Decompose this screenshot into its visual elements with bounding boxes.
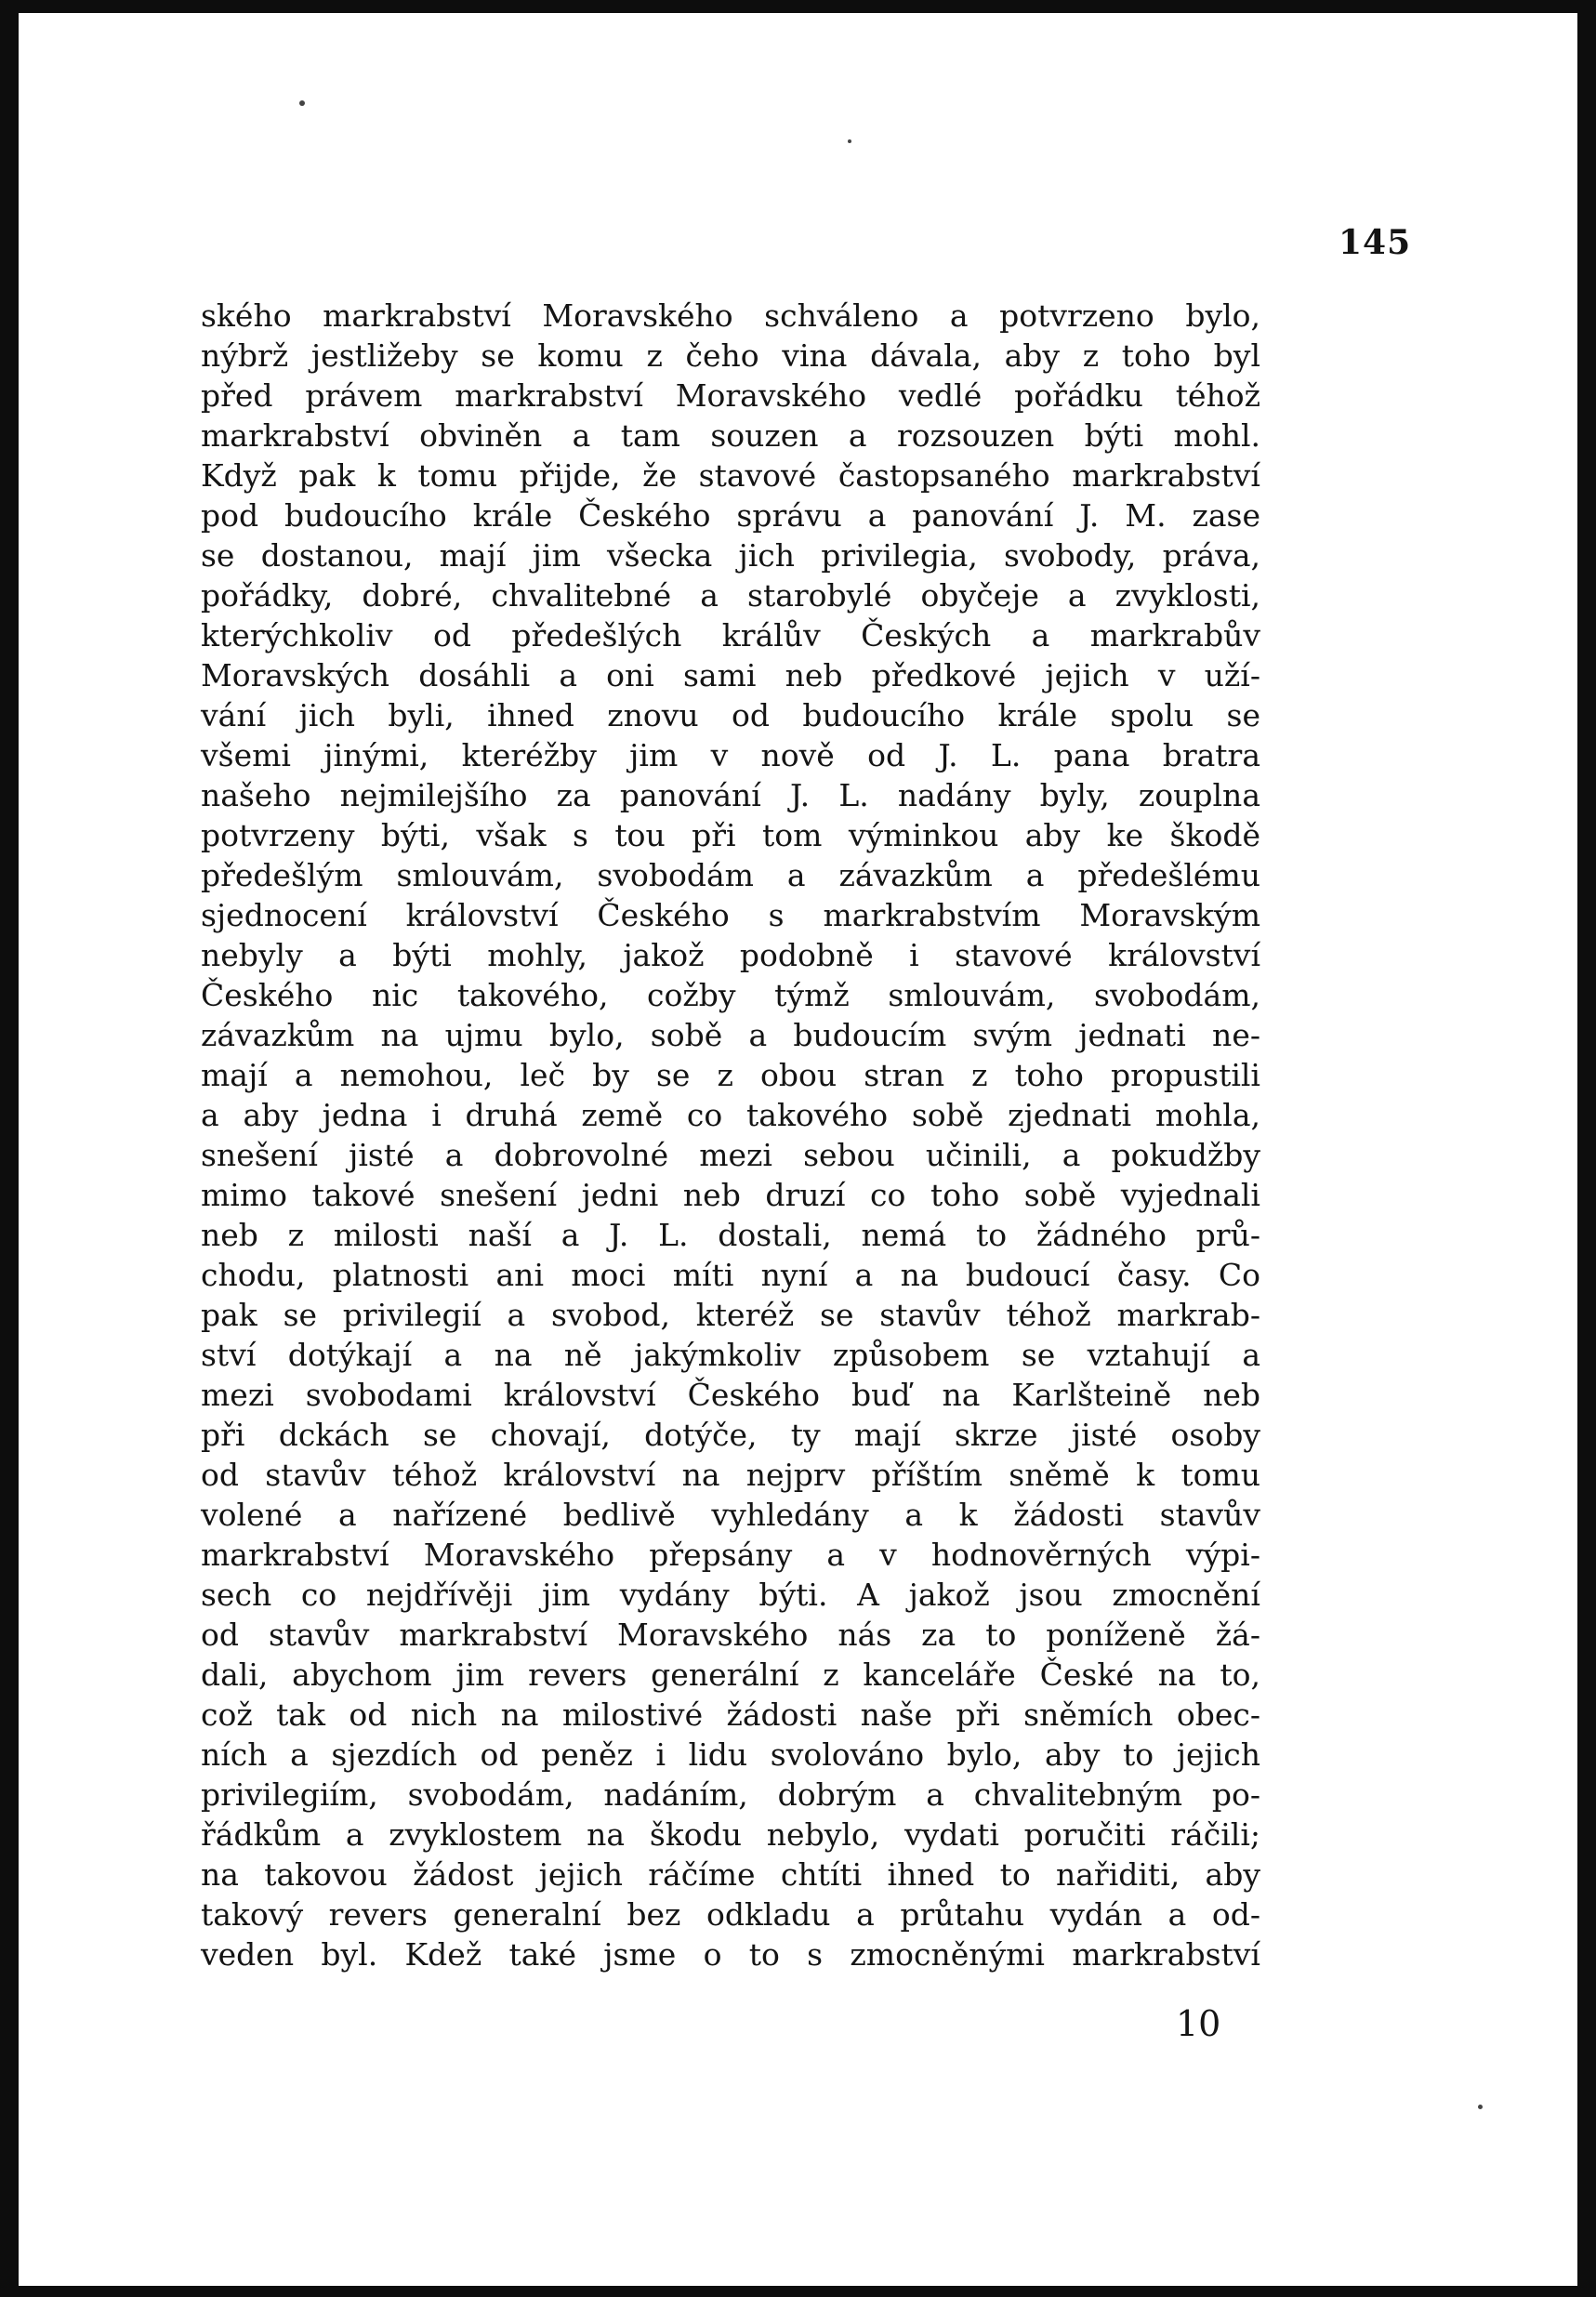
text-line: takový revers generalní bez odkladu a průtahu vydán a od-: [201, 1896, 1260, 1933]
text-line: od stavův téhož království na nejprv příštím sněmě k tomu: [201, 1457, 1260, 1493]
text-line: chodu, platnosti ani moci míti nyní a na budoucí časy. Co: [201, 1257, 1260, 1293]
scan-border-top: [0, 0, 1596, 13]
text-line: všemi jinými, kteréžby jim v nově od J. L. pana bratra: [201, 737, 1260, 773]
text-line: veden byl. Kdež také jsme o to s zmocněnými markrabství: [201, 1936, 1260, 1973]
page-number: 145: [1339, 223, 1412, 262]
text-line: snešení jisté a dobrovolné mezi sebou učinili, a pokudžby: [201, 1137, 1260, 1173]
text-line: od stavův markrabství Moravského nás za to poníženě žá-: [201, 1617, 1260, 1653]
text-line: našeho nejmilejšího za panování J. L. nadány byly, zouplna: [201, 777, 1260, 813]
text-line: se dostanou, mají jim všecka jich privilegia, svobody, práva,: [201, 537, 1260, 574]
text-line: řádkům a zvyklostem na škodu nebylo, vydati poručiti ráčili;: [201, 1816, 1260, 1853]
scan-border-right: [1577, 0, 1596, 2297]
body-text: [201, 296, 1260, 1974]
scan-border-bottom: [0, 2286, 1596, 2297]
scan-speck: [299, 100, 305, 106]
text-line: na takovou žádost jejich ráčíme chtíti ihned to nařiditi, aby: [201, 1856, 1260, 1893]
text-line: pod budoucího krále Českého správu a panování J. M. zase: [201, 497, 1260, 534]
scan-speck: [1478, 2105, 1483, 2109]
text-line: před právem markrabství Moravského vedlé pořádku téhož: [201, 377, 1260, 414]
text-line: pořádky, dobré, chvalitebné a starobylé obyčeje a zvyklosti,: [201, 577, 1260, 614]
signature-mark: 10: [1176, 2003, 1221, 2044]
text-line: pak se privilegií a svobod, kteréž se stavův téhož markrab-: [201, 1297, 1260, 1333]
text-line: předešlým smlouvám, svobodám a závazkům a předešlému: [201, 857, 1260, 893]
text-line: sech co nejdřívěji jim vydány býti. A jakož jsou zmocnění: [201, 1577, 1260, 1613]
text-line: ství dotýkají a na ně jakýmkoliv způsobem se vztahují a: [201, 1337, 1260, 1373]
text-line: vání jich byli, ihned znovu od budoucího krále spolu se: [201, 697, 1260, 733]
text-line: kterýchkoliv od předešlých králův Českých a markrabův: [201, 617, 1260, 653]
scan-speck: [848, 139, 851, 143]
text-line: markrabství obviněn a tam souzen a rozsouzen býti mohl.: [201, 417, 1260, 454]
text-line: ních a sjezdích od peněz i lidu svolováno bylo, aby to jejich: [201, 1736, 1260, 1773]
text-line: Moravských dosáhli a oni sami neb předkové jejich v uží-: [201, 657, 1260, 693]
text-line: nýbrž jestližeby se komu z čeho vina dávala, aby z toho byl: [201, 337, 1260, 374]
text-line: mimo takové snešení jedni neb druzí co toho sobě vyjednali: [201, 1177, 1260, 1213]
text-line: Českého nic takového, cožby týmž smlouvám, svobodám,: [201, 977, 1260, 1013]
text-line: nebyly a býti mohly, jakož podobně i stavové království: [201, 937, 1260, 973]
text-line: privilegiím, svobodám, nadáním, dobrým a chvalitebným po-: [201, 1776, 1260, 1813]
text-line: dali, abychom jim revers generální z kanceláře České na to,: [201, 1657, 1260, 1693]
scan-border-left: [0, 0, 19, 2297]
text-line: což tak od nich na milostivé žádosti naše při sněmích obec-: [201, 1696, 1260, 1733]
text-line: Když pak k tomu přijde, že stavové častopsaného markrabství: [201, 457, 1260, 494]
text-line: mají a nemohou, leč by se z obou stran z toho propustili: [201, 1057, 1260, 1093]
text-line: závazkům na ujmu bylo, sobě a budoucím svým jednati ne-: [201, 1017, 1260, 1053]
text-line: volené a nařízené bedlivě vyhledány a k žádosti stavův: [201, 1497, 1260, 1533]
text-line: mezi svobodami království Českého buď na Karlšteině neb: [201, 1377, 1260, 1413]
text-line: sjednocení království Českého s markrabstvím Moravským: [201, 897, 1260, 933]
text-line: při dckách se chovají, dotýče, ty mají skrze jisté osoby: [201, 1417, 1260, 1453]
text-line: a aby jedna i druhá země co takového sobě zjednati mohla,: [201, 1097, 1260, 1133]
text-line: markrabství Moravského přepsány a v hodnověrných výpi-: [201, 1537, 1260, 1573]
text-line: potvrzeny býti, však s tou při tom výminkou aby ke škodě: [201, 817, 1260, 853]
text-line: neb z milosti naší a J. L. dostali, nemá to žádného prů-: [201, 1217, 1260, 1253]
text-line: ského markrabství Moravského schváleno a potvrzeno bylo,: [201, 297, 1260, 334]
